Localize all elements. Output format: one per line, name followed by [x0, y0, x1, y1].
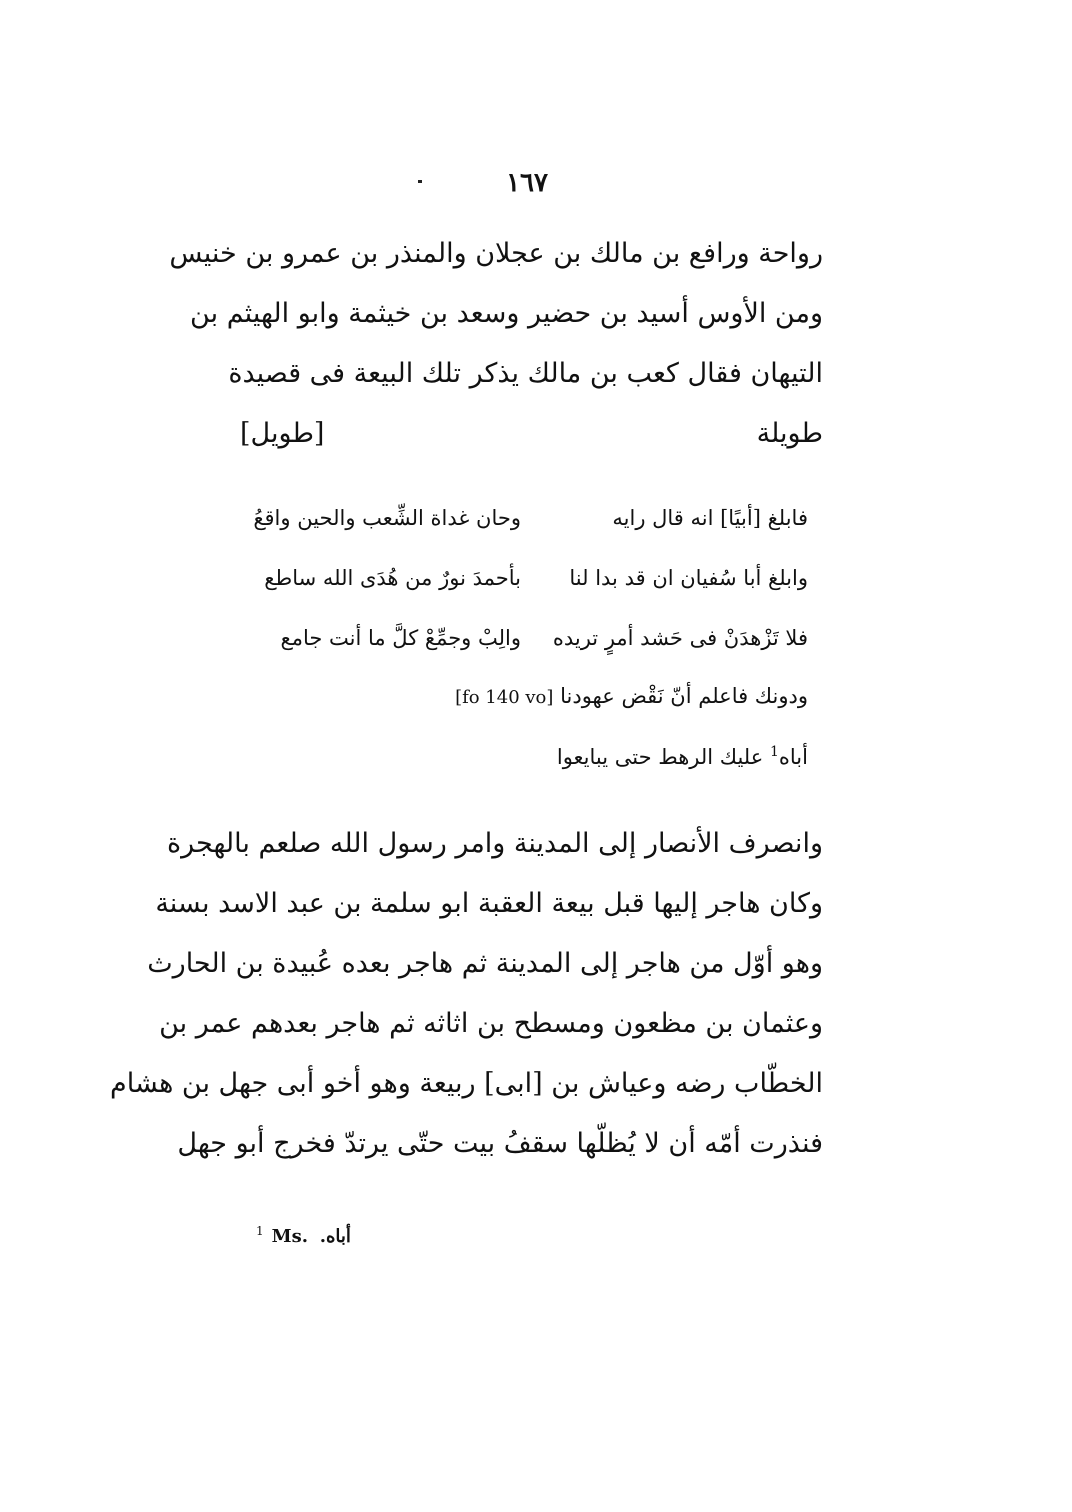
verse-first-hemistich: فابلغ [أبيًا] انه قال رايه	[612, 506, 808, 530]
text-line: وكان هاجر إليها قبل بيعة العقبة ابو سلمة بن عبد الاسد بسنة	[155, 888, 823, 919]
text-line: الخطّاب رضه وعياش بن [ابى] ربيعة وهو أخو أبى جهل بن هشام	[110, 1068, 823, 1099]
text-line: التيهان فقال كعب بن مالك يذكر تلك البيعة فى قصيدة	[228, 358, 823, 389]
footnote-ref[interactable]: 1	[769, 744, 779, 760]
meter-label: [طويل]	[240, 418, 325, 449]
verse	[246, 724, 808, 780]
text-line: رواحة ورافع بن مالك بن عجلان والمنذر بن عمرو بن خنيس	[169, 238, 823, 269]
footnote-mark: 1	[256, 1224, 264, 1238]
verse-second-hemistich: بأحمدَ نورٌ من هُدَى الله ساطع	[264, 566, 521, 590]
verse-line	[246, 668, 808, 726]
text-line: فنذرت أمّه أن لا يُظلّها سقفُ بيت حتّى يرتدّ فخرج أبو جهل	[177, 1128, 823, 1159]
text-line: وعثمان بن مظعون ومسطح بن اثاثه ثم هاجر بعدهم عمر بن	[159, 1008, 823, 1039]
verse-text: عليك الرهط حتى يبايعوا	[556, 745, 764, 769]
footnote-label: Ms.	[271, 1226, 308, 1247]
footnote-text: أباه.	[319, 1226, 351, 1247]
verse	[246, 608, 808, 668]
verse	[246, 668, 808, 724]
text-line: وهو أوّل من هاجر إلى المدينة ثم هاجر بعده عُبيدة بن الحارث	[147, 948, 823, 979]
verse-first-hemistich: فلا تَزْهدَنْ فى حَشد أمرٍ تريده	[552, 626, 808, 650]
verse-first-hemistich: وابلغ أبا سُفيان ان قد بدا لنا	[569, 566, 808, 590]
text-line: ومن الأوس أسيد بن حضير وسعد بن خيثمة وابو الهيثم بن	[190, 298, 823, 329]
footnote	[256, 1224, 351, 1247]
folio-reference: [fo 140 vo]	[455, 687, 554, 708]
print-speck	[418, 180, 422, 183]
page-number: ١٦٧	[506, 168, 548, 198]
verse	[246, 488, 808, 548]
paragraph-hijra	[110, 814, 823, 1174]
verse	[246, 548, 808, 608]
text-line-end: طويلة	[756, 418, 823, 449]
verse-text: أباه	[778, 745, 808, 769]
verse-second-hemistich: وحان غداة الشِّعب والحين واقعُ	[253, 506, 521, 530]
verse-text: ودونك فاعلم أنّ نَقْض عهودنا	[560, 684, 808, 708]
verse-line	[246, 724, 808, 785]
verse-second-hemistich: والِبْ وجمِّعْ كلَّ ما أنت جامع	[280, 626, 521, 650]
paragraph-intro	[169, 224, 823, 404]
text-line: وانصرف الأنصار إلى المدينة وامر رسول الله صلعم بالهجرة	[166, 828, 823, 859]
meter-line	[240, 404, 823, 464]
poem	[246, 488, 808, 780]
